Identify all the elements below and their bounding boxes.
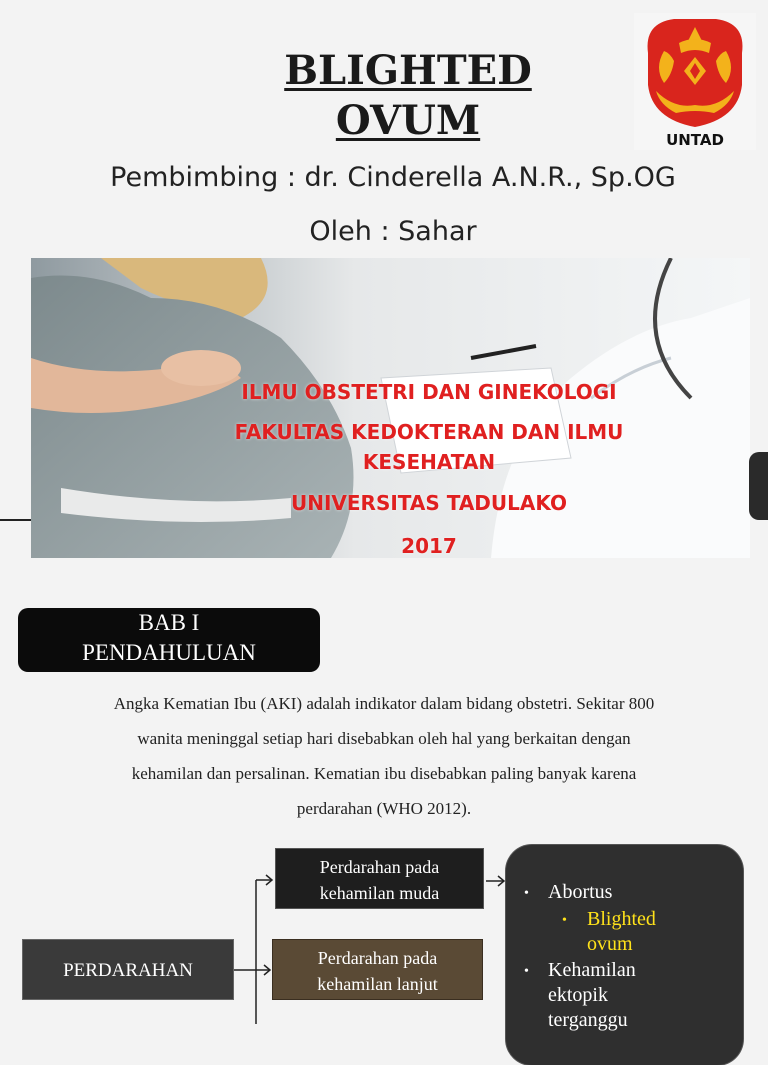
author-text: Oleh : Sahar [309,216,477,247]
logo-text: UNTAD [666,131,724,149]
early-line-1: Perdarahan pada [319,857,440,877]
untad-emblem-icon [634,13,756,150]
pembimbing-text: Pembimbing : dr. Cinderella A.N.R., Sp.OG [110,162,676,193]
untad-logo [634,13,756,150]
title-line-1: BLIGHTED [284,47,532,94]
late-line-1: Perdarahan pada [317,948,438,968]
banner-line-1: ILMU OBSTETRI DAN GINEKOLOGI [241,380,617,404]
bullet-icon: • [524,964,529,979]
sub-item-line-1: Blighted [587,908,656,930]
root-bleeding-box: PERDARAHAN [22,939,234,1000]
late-line-2: kehamilan lanjut [317,974,438,994]
list-item [524,958,636,1033]
early-line-2: kehamilan muda [319,883,440,903]
divider-line [0,519,31,521]
paragraph-line-1: Angka Kematian Ibu (AKI) adalah indikator dalam bidang obstetri. Sekitar 800 [113,694,655,713]
early-pregnancy-bleeding-box [275,848,484,909]
sub-item-line-2: ovum [587,933,633,955]
item2-line-2: ektopik [548,984,608,1006]
section-line-2: PENDAHULUAN [82,640,256,665]
section-header [18,608,320,672]
banner-photo [31,258,750,558]
banner-line-2: FAKULTAS KEDOKTERAN DAN ILMU [234,420,624,444]
banner-line-5: 2017 [401,534,457,558]
banner-line-4: UNIVERSITAS TADULAKO [291,491,567,515]
bullet-icon: • [562,913,567,928]
paragraph-line-2: wanita meninggal setiap hari disebabkan oleh hal yang berkaitan dengan [137,729,631,748]
item2-line-1: Kehamilan [548,959,636,981]
item2-line-3: terganggu [548,1009,628,1031]
section-line-1: BAB I [138,610,200,635]
late-pregnancy-bleeding-box [272,939,483,1000]
paragraph-line-3: kehamilan dan persalinan. Kematian ibu disebabkan paling banyak karena [131,764,637,783]
side-scroll-handle[interactable] [749,452,768,520]
sub-list-item [562,907,656,957]
causes-list-panel [506,845,743,1065]
paragraph-line-4: perdarahan (WHO 2012). [296,799,472,818]
list-item-abortus: Abortus [548,881,613,903]
title-line-2: OVUM [335,97,481,144]
list-item [524,880,612,905]
intro-paragraph [24,686,744,826]
banner-line-3: KESEHATAN [362,450,496,474]
bullet-icon: • [524,886,529,901]
